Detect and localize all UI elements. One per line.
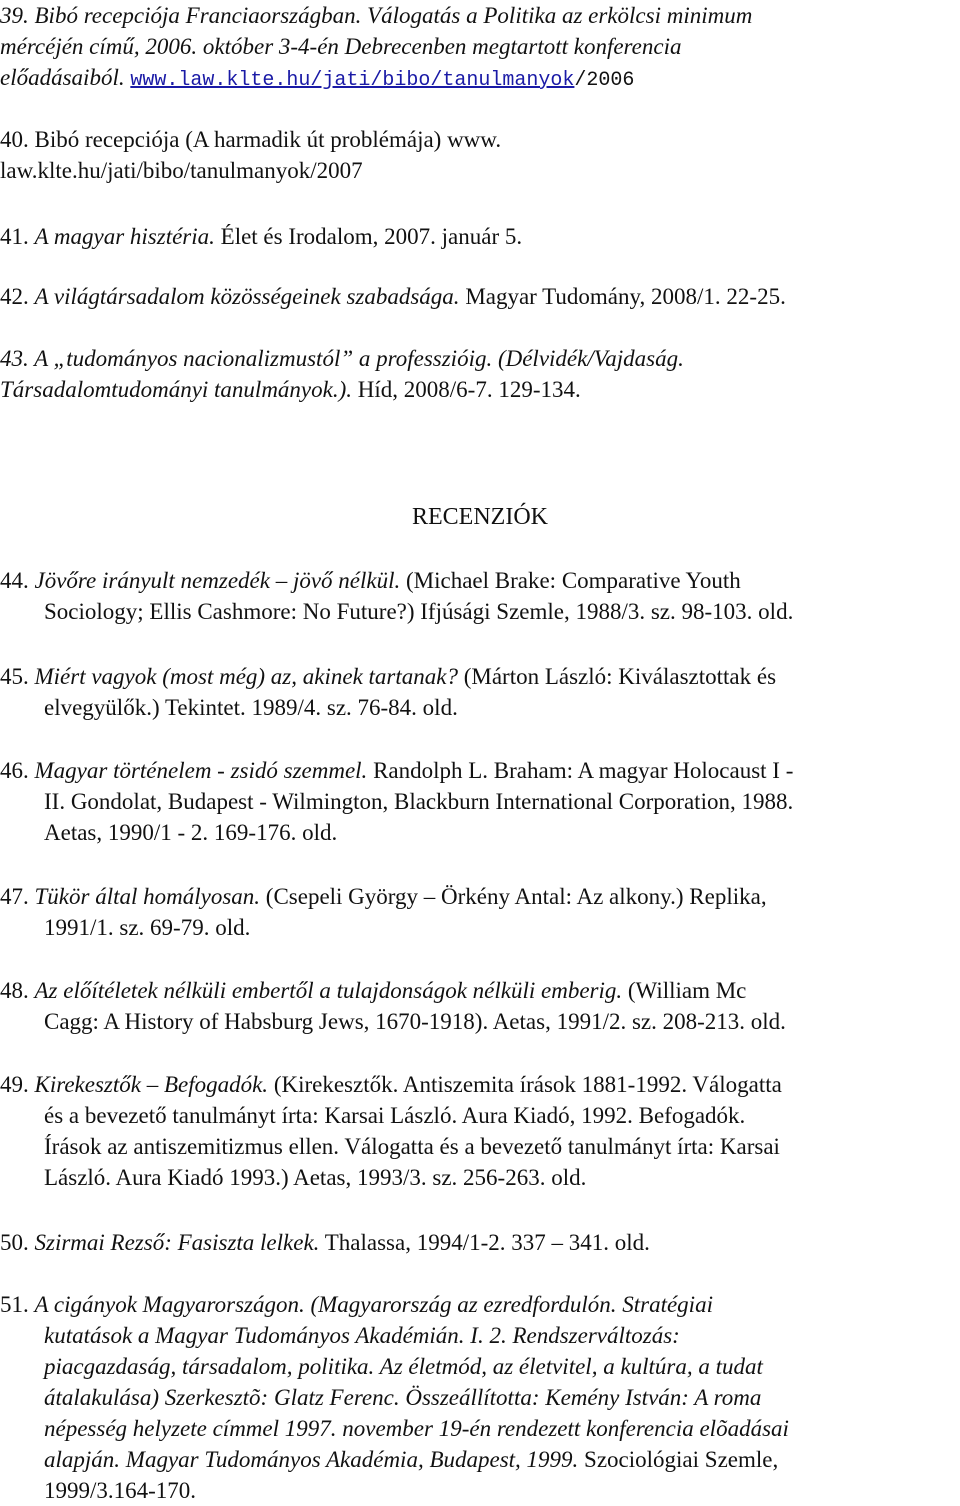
entry-source: (Csepeli György – Örkény Antal: Az alkony.) Replika, bbox=[260, 884, 767, 909]
bibliography-entry-46 bbox=[0, 755, 956, 848]
entry-source: Szociológiai Szemle, bbox=[578, 1447, 779, 1472]
url-text: law.klte.hu/jati/bibo/tanulmanyok/2007 bbox=[0, 158, 363, 183]
bibliography-entry-43 bbox=[0, 343, 956, 405]
bibliography-entry-39 bbox=[0, 0, 956, 93]
bibliography-entry-47 bbox=[0, 881, 956, 943]
entry-number: 45. bbox=[0, 664, 35, 689]
entry-title: átalakulása) Szerkesztõ: Glatz Ferenc. Összeállította: Kemény István: A roma bbox=[44, 1385, 762, 1410]
bibliography-entry-45 bbox=[0, 661, 956, 723]
entry-source: Magyar Tudomány, 2008/1. 22-25. bbox=[459, 284, 786, 309]
entry-text: Sociology; Ellis Cashmore: No Future?) Ifjúsági Szemle, 1988/3. sz. 98-103. old. bbox=[44, 599, 794, 624]
entry-text: elvegyülők.) Tekintet. 1989/4. sz. 76-84. old. bbox=[44, 695, 458, 720]
entry-pages: 164-170. bbox=[113, 1478, 197, 1503]
entry-source: Élet és Irodalom, 2007. január 5. bbox=[214, 224, 523, 249]
entry-number: 46. bbox=[0, 758, 35, 783]
entry-title: 43. A „tudományos nacionalizmustól” a professzióig. (Délvidék/Vajdaság. bbox=[0, 346, 684, 371]
entry-title: Társadalomtudományi tanulmányok.). bbox=[0, 377, 353, 402]
entry-text: előadásaiból. bbox=[0, 65, 131, 90]
bibliography-entry-42 bbox=[0, 281, 956, 312]
entry-number: 44. bbox=[0, 568, 35, 593]
entry-title: Magyar történelem - zsidó szemmel. bbox=[34, 758, 368, 783]
bibliography-entry-40 bbox=[0, 124, 956, 186]
entry-text: Cagg: A History of Habsburg Jews, 1670-1918). Aetas, 1991/2. sz. 208-213. old. bbox=[44, 1009, 786, 1034]
entry-number: 49. bbox=[0, 1072, 35, 1097]
entry-title: Tükör által homályosan. bbox=[34, 884, 261, 909]
bibliography-entry-50 bbox=[0, 1227, 956, 1258]
entry-text: 39. Bibó recepciója Franciaországban. Válogatás a Politika az erkölcsi minimum bbox=[0, 3, 753, 28]
entry-text: 40. Bibó recepciója (A harmadik út problémája) www. bbox=[0, 127, 502, 152]
entry-number: 51. bbox=[0, 1292, 35, 1317]
entry-source: (William Mc bbox=[622, 978, 747, 1003]
entry-title: Jövőre irányult nemzedék – jövő nélkül. bbox=[34, 568, 401, 593]
section-heading: RECENZIÓK bbox=[412, 504, 548, 530]
entry-source: (Márton László: Kiválasztottak és bbox=[457, 664, 777, 689]
bibliography-entry-44 bbox=[0, 565, 956, 627]
entry-text: 1991/1. sz. 69-79. old. bbox=[44, 915, 251, 940]
entry-title: A cigányok Magyarországon. (Magyarország az ezredfordulón. Stratégiai bbox=[34, 1292, 713, 1317]
entry-source: (Michael Brake: Comparative Youth bbox=[400, 568, 741, 593]
entry-title: népesség helyzete címmel 1997. november 19-én rendezett konferencia elõadásai bbox=[44, 1416, 789, 1441]
entry-title: Szirmai Rezső: Fasiszta lelkek. bbox=[34, 1230, 320, 1255]
entry-text: Aetas, 1990/1 - 2. 169-176. old. bbox=[44, 820, 338, 845]
entry-number: 47. bbox=[0, 884, 35, 909]
entry-title: Miért vagyok (most még) az, akinek tartanak? bbox=[34, 664, 458, 689]
entry-source: (Kirekesztők. Antiszemita írások 1881-1992. Válogatta bbox=[268, 1072, 782, 1097]
entry-title: alapján. Magyar Tudományos Akadémia, Budapest, 1999. bbox=[44, 1447, 579, 1472]
entry-source: Híd, 2008/6-7. 129-134. bbox=[352, 377, 581, 402]
entry-text: és a bevezető tanulmányt írta: Karsai László. Aura Kiadó, 1992. Befogadók. bbox=[44, 1103, 746, 1128]
url-link[interactable]: www.law.klte.hu/jati/bibo/tanulmanyok bbox=[130, 69, 575, 92]
entry-title: Az előítéletek nélküli embertől a tulajdonságok nélküli emberig. bbox=[34, 978, 623, 1003]
entry-number: 41. bbox=[0, 224, 35, 249]
entry-text: mércéjén című, 2006. október 3-4-én Debrecenben megtartott konferencia bbox=[0, 34, 682, 59]
entry-title: piacgazdaság, társadalom, politika. Az életmód, az életvitel, a kultúra, a tudat bbox=[44, 1354, 763, 1379]
entry-source: Randolph L. Braham: A magyar Holocaust I - bbox=[367, 758, 794, 783]
entry-source: Thalassa, 1994/1-2. 337 – 341. old. bbox=[319, 1230, 650, 1255]
url-suffix: /2006 bbox=[574, 69, 635, 92]
bibliography-entry-49 bbox=[0, 1069, 956, 1193]
bibliography-entry-48 bbox=[0, 975, 956, 1037]
bibliography-entry-41 bbox=[0, 221, 956, 252]
entry-number: 48. bbox=[0, 978, 35, 1003]
entry-text: László. Aura Kiadó 1993.) Aetas, 1993/3. sz. 256-263. old. bbox=[44, 1165, 587, 1190]
entry-number: 50. bbox=[0, 1230, 35, 1255]
entry-title: A világtársadalom közösségeinek szabadsága. bbox=[34, 284, 460, 309]
entry-source: 1999/3. bbox=[44, 1478, 114, 1503]
entry-title: A magyar hisztéria. bbox=[34, 224, 215, 249]
entry-title: kutatások a Magyar Tudományos Akadémián. I. 2. Rendszerváltozás: bbox=[44, 1323, 680, 1348]
bibliography-entry-51 bbox=[0, 1289, 956, 1506]
entry-number: 42. bbox=[0, 284, 35, 309]
entry-text: II. Gondolat, Budapest - Wilmington, Blackburn International Corporation, 1988. bbox=[44, 789, 794, 814]
entry-title: Kirekesztők – Befogadók. bbox=[34, 1072, 269, 1097]
entry-text: Írások az antiszemitizmus ellen. Válogatta és a bevezető tanulmányt írta: Karsai bbox=[44, 1134, 780, 1159]
